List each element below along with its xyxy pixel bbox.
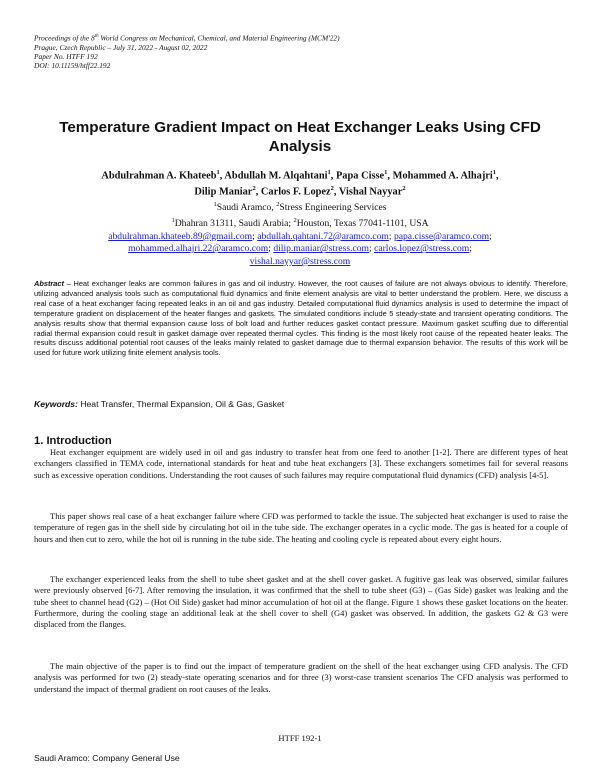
author-name: Dilip Maniar: [194, 186, 253, 198]
keywords-text: Heat Transfer, Thermal Expansion, Oil & Gas, Gasket: [77, 399, 285, 409]
email-link[interactable]: abdulrahman.khateeb.89@gmail.com: [108, 230, 253, 242]
paragraph: Heat exchanger equipment are widely used in oil and gas industry to transfer heat from one feed to another [1-2]. There are different types of heat exchangers classified in TEMA code, international standards for heat and tube heat exchangers [3]. These exchangers sometimes fail for several reasons such as excessive operation conditions. Understanding the root causes of such failures may require computational fluid dynamics (CFD) analysis [4-5].: [34, 447, 568, 480]
abstract: [34, 279, 568, 358]
abstract-text: – Heat exchanger leaks are common failures in gas and oil industry. However, the root causes of failure are not always obvious to identify. Therefore, utilizing advanced analysis tools such as computational fluid dynamics and finite element analysis are vital to better understand the problem. Here, we discuss a real case of a heat exchanger facing repeated leaks in an oil and gas industry. Detailed computational fluid dynamics analysis is used to determine the impact of temperature gradient on displacement of the heater flanges and gaskets. The simulated conditions include 5 steady-state and transient operating conditions. The analysis results show that thermal expansion cause loss of bolt load and further reduces gasket contact pressure. Maximum gasket scuffing due to differential radial thermal expansion could result in gasket damage over repeated thermal cycles. This finding is the most likely root cause of the repeated heater leaks. The results discuss additional potential root causes of the leaks mainly related to gasket damage due to thermal expansion behavior. The results of this work will be used for future work utilizing finite element analysis tools.: [34, 279, 568, 358]
affiliation-line-2: $^1$Dhahran 31311, Saudi Arabia; $^2$Houston, Texas 77041-1101, USA: [171, 216, 429, 230]
author-line-1: Abdulrahman A. Khateeb$^1$, Abdullah M. Alqahtani$^1$, Papa Cisse$^1$, Mohammed A. Alhajri$^1$,: [101, 169, 499, 182]
abstract-label: Abstract: [34, 279, 64, 288]
email-line-3: [40, 256, 560, 269]
email-link[interactable]: dilip.maniar@stress.com: [273, 243, 370, 255]
paragraph: The exchanger experienced leaks from the shell to tube sheet gasket and at the shell cover gasket. A fugitive gas leak was observed, similar failures were previously observed [6-7]. After removing the insulation, it was confirmed that the shell to tube sheet (G3) – (Gas Side) gasket was leaking and the tube sheet to channel head (G2) – (Hot Oil Side) gasket had minor accumulation of hot oil at the flange. Figure 1 shows these gasket locations on the heater. Furthermore, during the cooling stage an additional leak at the shell cover to shell (G4) gasket was observed. In addition, the gaskets G2 & G3 were displaced from the flanges.: [34, 574, 568, 630]
author-name: Mohammed A. Alhajri: [392, 170, 493, 182]
author-name: Abdulrahman A. Khateeb: [101, 170, 217, 182]
keywords: [34, 399, 568, 410]
proceedings-line: Proceedings of the 8th World Congress on Mechanical, Chemical, and Material Engineering (MCM'22): [34, 33, 340, 43]
email-link[interactable]: vishal.nayyar@stress.com: [249, 255, 351, 267]
email-link[interactable]: abdullah.qahtani.72@aramco.com: [257, 230, 389, 242]
page-number: HTFF 192-1: [278, 733, 322, 743]
email-link[interactable]: carlos.lopez@stress.com: [374, 243, 470, 255]
author-name: Carlos F. Lopez: [260, 186, 331, 198]
author-block: [40, 167, 560, 268]
paper-number: Paper No. HTFF 192: [34, 52, 98, 62]
section-heading: 1. Introduction: [34, 435, 112, 447]
paper-title: Temperature Gradient Impact on Heat Exchanger Leaks Using CFD Analysis: [59, 119, 541, 155]
paragraph: The main objective of the paper is to find out the impact of temperature gradient on the shell of the heat exchanger using CFD analysis. The CFD analysis was performed for two (2) steady-state operating scenarios and for three (3) worst-case transient scenarios The CFD analysis was performed to understand the impact of thermal gradient on root causes of the leaks.: [34, 661, 568, 694]
paragraph: This paper shows real case of a heat exchanger failure where CFD was performed to tackle the issue. The subjected heat exchanger is used to raise the temperature of regen gas in the shell side by circulating hot oil in the tube side. The exchanger operates in a cyclic mode. The gas is heated for a couple of hours and then cut to zero, while the hot oil is running in the tube side. The heating and cooling cycle is repeated about every eight hours.: [34, 511, 568, 544]
conference-dates: Prague, Czech Republic – July 31, 2022 - August 02, 2022: [34, 42, 208, 52]
author-name: Vishal Nayyar: [338, 186, 403, 198]
doi: DOI: 10.11159/htff22.192: [34, 61, 111, 71]
footer-classification: Saudi Aramco: Company General Use: [34, 753, 180, 763]
email-line-2: mohammed.alhajri.22@aramco.com; dilip.maniar@stress.com; carlos.lopez@stress.com;: [128, 243, 472, 255]
proceedings-header: [34, 32, 574, 71]
keywords-label: Keywords:: [34, 399, 78, 409]
email-link[interactable]: mohammed.alhajri.22@aramco.com: [128, 243, 269, 255]
email-line-1: abdulrahman.khateeb.89@gmail.com; abdullah.qahtani.72@aramco.com; papa.cisse@aramco.com;: [108, 230, 492, 242]
author-name: Papa Cisse: [335, 170, 385, 182]
author-line-2: Dilip Maniar$^2$, Carlos F. Lopez$^2$, Vishal Nayyar$^2$: [194, 185, 406, 198]
author-name: Abdullah M. Alqahtani: [224, 170, 328, 182]
affiliation-line-1: $^1$Saudi Aramco, $^2$Stress Engineering Services: [213, 201, 387, 214]
email-link[interactable]: papa.cisse@aramco.com: [393, 230, 490, 242]
